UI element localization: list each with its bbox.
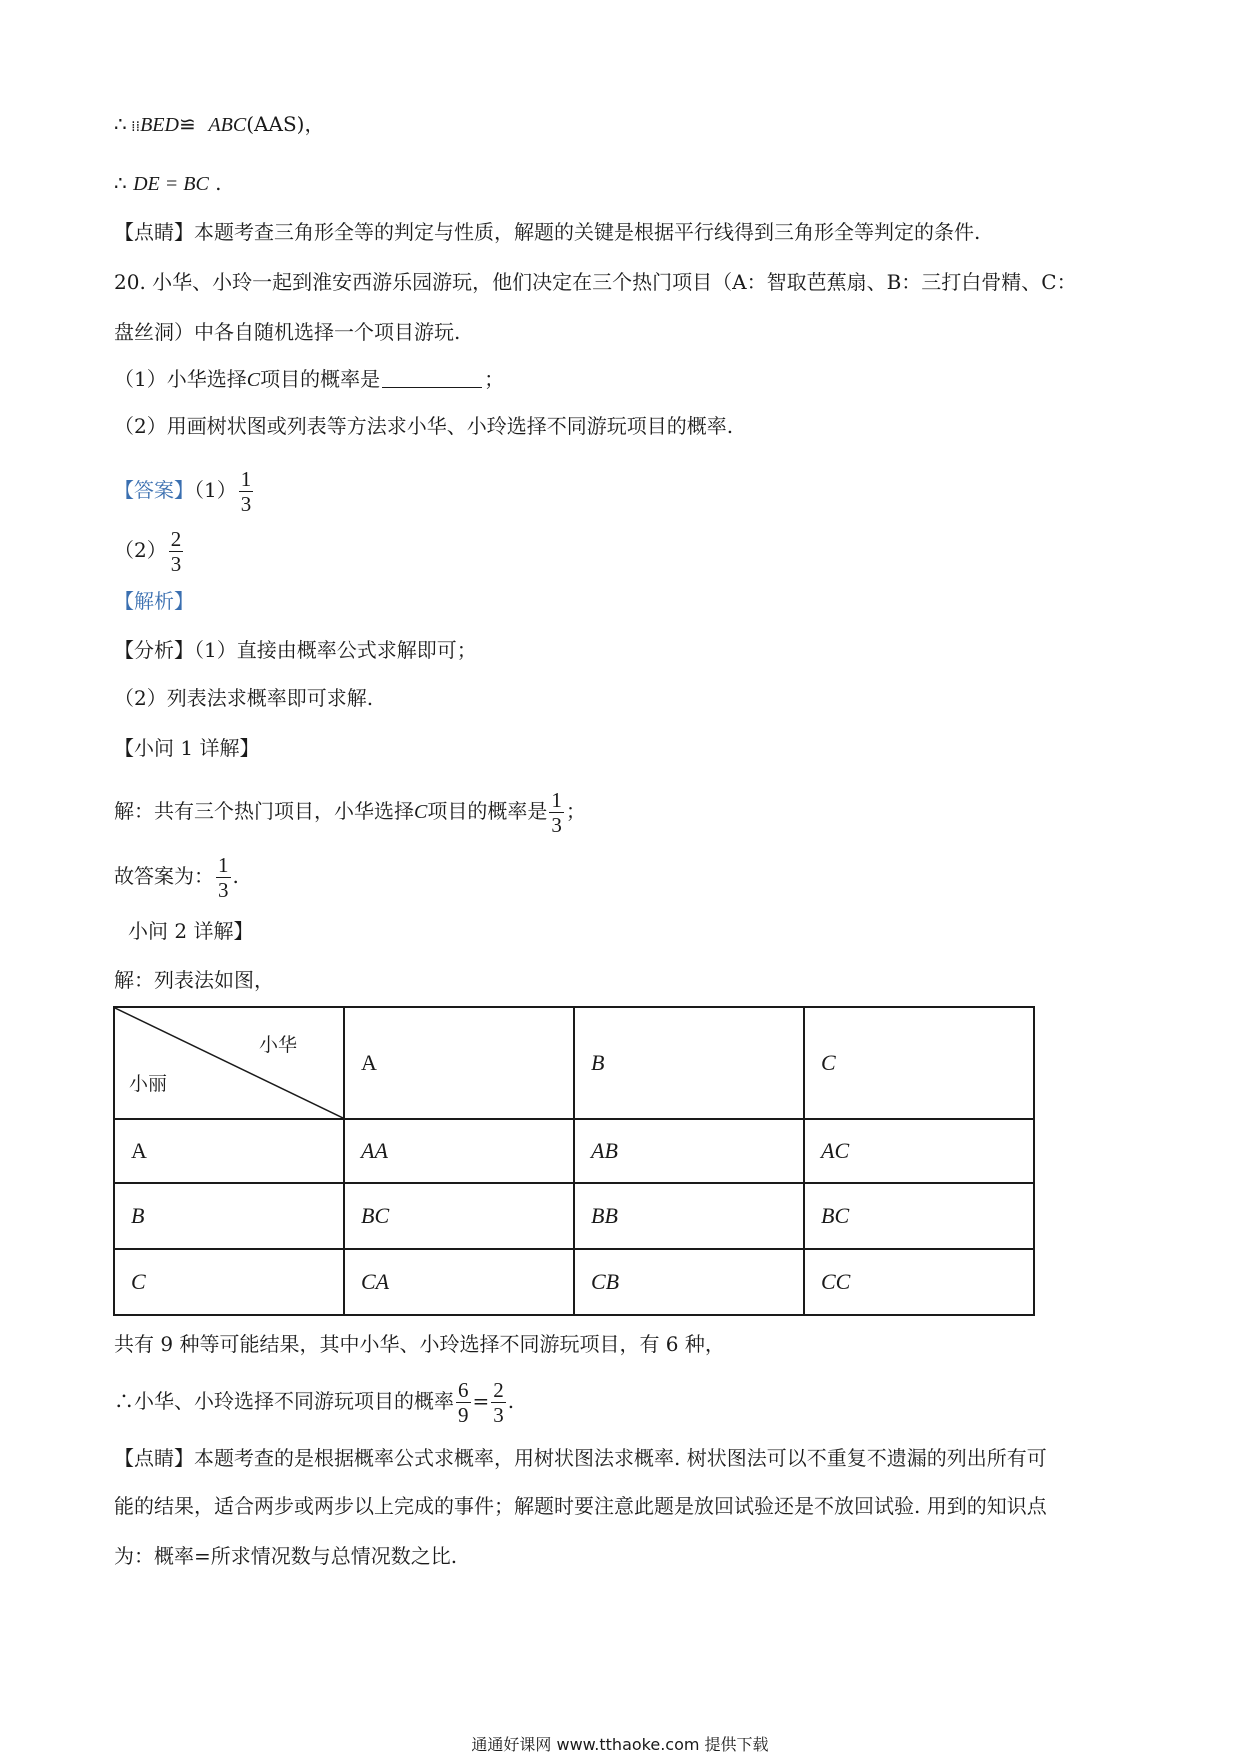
comment-2-line-3: 为：概率=所求情况数与总情况数之比. <box>114 1544 458 1568</box>
answer-part2-label: （2） <box>114 538 167 562</box>
table-cell: BC <box>804 1183 1034 1249</box>
table-header-row <box>114 1007 1034 1119</box>
part1-text-a: （1）小华选择 <box>114 367 247 391</box>
comment-2-line-1: 【点睛】本题考查的是根据概率公式求概率，用树状图法求概率. 树状图法可以不重复不遗漏的列出所有可 <box>114 1446 1047 1470</box>
conclusion-fraction-1: $\frac{6}{9}$ <box>458 1378 469 1427</box>
comment-2-line-2: 能的结果，适合两步或两步以上完成的事件；解题时要注意此题是放回试验还是不放回试验. 用到的知识点 <box>114 1494 1047 1518</box>
table-header-cell: C <box>804 1007 1034 1119</box>
part1-end: ； <box>484 367 505 391</box>
sub1-ans-fraction: $\frac{1}{3}$ <box>218 853 229 902</box>
conclusion-end: . <box>507 1389 515 1413</box>
table-corner-cell <box>114 1007 344 1119</box>
sub1-ans-end: . <box>232 864 239 888</box>
question-line-2: 盘丝洞）中各自随机选择一个项目游玩. <box>114 320 461 344</box>
sub2-heading: 小问 2 详解】 <box>128 919 254 943</box>
conclusion-line-2 <box>114 1373 514 1429</box>
sub1-sol-var: C <box>414 801 428 823</box>
table-cell: CC <box>804 1249 1034 1315</box>
therefore-symbol: ∴ <box>114 112 127 136</box>
table-cell: BB <box>574 1183 804 1249</box>
period: . <box>215 171 222 195</box>
table-row <box>114 1183 1034 1249</box>
explain-label: 【解析】 <box>114 589 194 613</box>
question-part-1 <box>114 365 504 394</box>
sub1-heading: 【小问 1 详解】 <box>114 736 260 760</box>
sub1-sol-end: ； <box>565 799 586 823</box>
question-part-2: （2）用画树状图或列表等方法求小华、小玲选择不同游玩项目的概率. <box>114 414 734 438</box>
conclusion-text: ∴小华、小玲选择不同游玩项目的概率 <box>114 1389 454 1413</box>
triangle-abc: ABC <box>208 114 247 136</box>
analysis-line-1: 【分析】（1）直接由概率公式求解即可； <box>114 638 477 662</box>
table-cell: CB <box>574 1249 804 1315</box>
table-row-label: B <box>114 1183 344 1249</box>
therefore-symbol: ∴ <box>114 171 127 195</box>
sub1-ans-text: 故答案为： <box>114 864 214 888</box>
analysis-line-2: （2）列表法求概率即可求解. <box>114 686 374 710</box>
answer-line-2 <box>114 522 185 578</box>
proof-line-2 <box>114 169 222 198</box>
outcome-table <box>113 1006 1035 1316</box>
sub1-answer <box>114 848 239 904</box>
table-cell: BC <box>344 1183 574 1249</box>
answer-label: 【答案】 <box>114 478 194 502</box>
part1-var: C <box>246 369 261 391</box>
table-cell: AC <box>804 1119 1034 1183</box>
question-line-1: 20. 小华、小玲一起到淮安西游乐园游玩，他们决定在三个热门项目（A：智取芭蕉扇、B：三打白骨精、C： <box>114 270 1077 294</box>
table-header-cell: A <box>344 1007 574 1119</box>
table-row-label: A <box>114 1119 344 1183</box>
equals-sign: = <box>472 1389 490 1413</box>
answer-fraction-1: $\frac{1}{3}$ <box>240 467 252 516</box>
triangle-bed: BED <box>140 114 179 136</box>
aas-reason: (AAS)， <box>246 112 325 136</box>
answer-blank <box>382 367 482 388</box>
table-row <box>114 1249 1034 1315</box>
answer-line-1 <box>114 462 255 518</box>
sub1-sol-text-a: 解：共有三个热门项目，小华选择 <box>114 799 414 823</box>
conclusion-fraction-2: $\frac{2}{3}$ <box>493 1378 504 1427</box>
part1-text-b: 项目的概率是 <box>260 367 381 391</box>
corner-label-top: 小华 <box>258 1034 297 1056</box>
table-cell: CA <box>344 1249 574 1315</box>
corner-label-bottom: 小丽 <box>129 1073 168 1095</box>
proof-line-1: ∴ ⁞⁞BED≌ ABC(AAS)， <box>114 112 325 136</box>
answer-fraction-2: $\frac{2}{3}$ <box>170 527 182 576</box>
table-cell: AB <box>574 1119 804 1183</box>
sub1-solution <box>114 783 586 840</box>
answer-part1-label: （1） <box>194 478 237 502</box>
de-equals-bc: DE = BC <box>133 173 209 195</box>
table-header-cell: B <box>574 1007 804 1119</box>
sub2-solution: 解：列表法如图， <box>114 968 274 992</box>
sub1-sol-text-b: 项目的概率是 <box>427 799 548 823</box>
table-row <box>114 1119 1034 1183</box>
comment-1: 【点睛】本题考查三角形全等的判定与性质，解题的关键是根据平行线得到三角形全等判定的条件. <box>114 220 981 244</box>
page-footer: 通通好课网 www.tthaoke.com 提供下载 <box>471 1735 769 1754</box>
congruent-symbol: ≌ <box>178 112 196 136</box>
table-cell: AA <box>344 1119 574 1183</box>
table-row-label: C <box>114 1249 344 1315</box>
conclusion-line-1: 共有 9 种等可能结果，其中小华、小玲选择不同游玩项目，有 6 种， <box>114 1332 725 1356</box>
sub1-sol-fraction: $\frac{1}{3}$ <box>551 788 562 837</box>
